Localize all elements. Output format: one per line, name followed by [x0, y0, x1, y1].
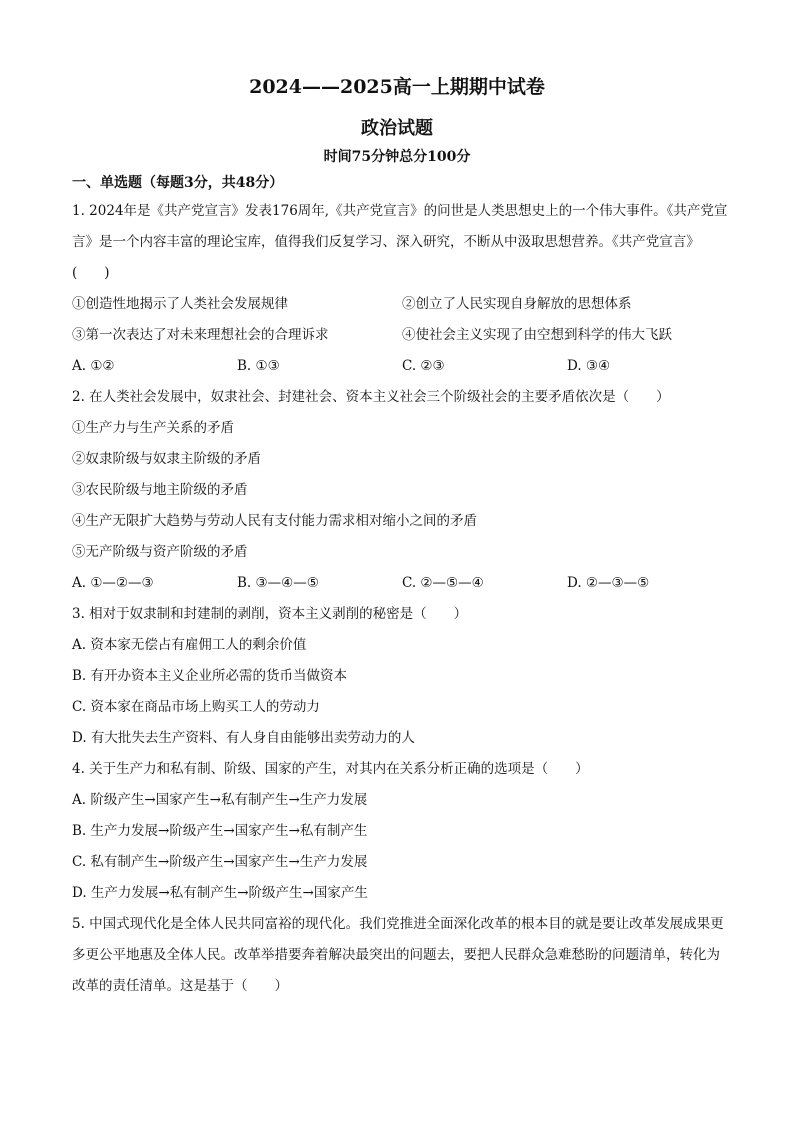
exam-info: 时间75分钟总分100分	[323, 149, 471, 165]
option-d: D. ③④	[567, 358, 611, 374]
option-a: A. 阶级产生→国家产生→私有制产生→生产力发展	[72, 792, 368, 808]
question-stem: 2. 在人类社会发展中，奴隶社会、封建社会、资本主义社会三个阶级社会的主要矛盾依次是（ ）	[72, 389, 670, 405]
statement: ③第一次表达了对未来理想社会的合理诉求	[72, 327, 329, 343]
question-stem: 3. 相对于奴隶制和封建制的剥削，资本主义剥削的秘密是（ ）	[72, 606, 468, 622]
statement: ④生产无限扩大趋势与劳动人民有支付能力需求相对缩小之间的矛盾	[72, 513, 477, 529]
statement: ②奴隶阶级与奴隶主阶级的矛盾	[72, 451, 261, 467]
question-stem: 1. 2024年是《共产党宣言》发表176周年,《共产党宣言》的问世是人类思想史上的一个伟大事件。《共产党宣言》是一个内容丰富的理论宝库，值得我们反复学习、深入研究，不断从中汲取思想营养。《共产党宣言》( )	[72, 203, 728, 281]
statement: ④使社会主义实现了由空想到科学的伟大飞跃	[402, 327, 672, 343]
option-c: C. ②—⑤—④	[402, 575, 484, 591]
statement-row	[72, 289, 732, 320]
option-b: B. ③—④—⑤	[237, 575, 319, 591]
option-d: D. 生产力发展→私有制产生→阶级产生→国家产生	[72, 885, 368, 901]
option-c: C. 资本家在商品市场上购买工人的劳动力	[72, 699, 320, 715]
question-stem: 5. 中国式现代化是全体人民共同富裕的现代化。我们党推进全面深化改革的根本目的就是要让改革发展成果更多更公平地惠及全体人民。改革举措要奔着解决最突出的问题去，要把人民群众急难愁盼的问题清单，转化为改革的责任清单。这是基于（ ）	[72, 916, 724, 994]
option-c: C. ②③	[402, 358, 445, 374]
statement-row	[72, 320, 732, 351]
question-5	[72, 909, 732, 1002]
statement: ③农民阶级与地主阶级的矛盾	[72, 482, 248, 498]
option-d: D. ②—③—⑤	[567, 575, 650, 591]
statement: ①创造性地揭示了人类社会发展规律	[72, 296, 288, 312]
options-row	[72, 568, 732, 599]
option-b: B. 生产力发展→阶级产生→国家产生→私有制产生	[72, 823, 368, 839]
question-4	[72, 754, 732, 909]
section-heading: 一、单选题（每题3分，共48分）	[72, 175, 284, 191]
question-2	[72, 382, 732, 599]
option-b: B. ①③	[237, 358, 280, 374]
option-b: B. 有开办资本主义企业所必需的货币当做资本	[72, 668, 348, 684]
options-row	[72, 351, 732, 382]
option-c: C. 私有制产生→阶级产生→国家产生→生产力发展	[72, 854, 368, 870]
exam-title: 2024——2025高一上期期中试卷	[249, 76, 545, 98]
question-stem: 4. 关于生产力和私有制、阶级、国家的产生，对其内在关系分析正确的选项是（ ）	[72, 761, 589, 777]
question-1	[72, 196, 732, 382]
question-list	[72, 196, 732, 1002]
option-d: D. 有大批失去生产资料、有人身自由能够出卖劳动力的人	[72, 730, 415, 746]
option-a: A. ①②	[72, 358, 115, 374]
exam-subject: 政治试题	[361, 118, 433, 139]
question-3	[72, 599, 732, 754]
option-a: A. 资本家无偿占有雇佣工人的剩余价值	[72, 637, 307, 653]
statement: ⑤无产阶级与资产阶级的矛盾	[72, 544, 248, 560]
option-a: A. ①—②—③	[72, 575, 154, 591]
statement: ①生产力与生产关系的矛盾	[72, 420, 234, 436]
statement: ②创立了人民实现自身解放的思想体系	[402, 296, 632, 312]
